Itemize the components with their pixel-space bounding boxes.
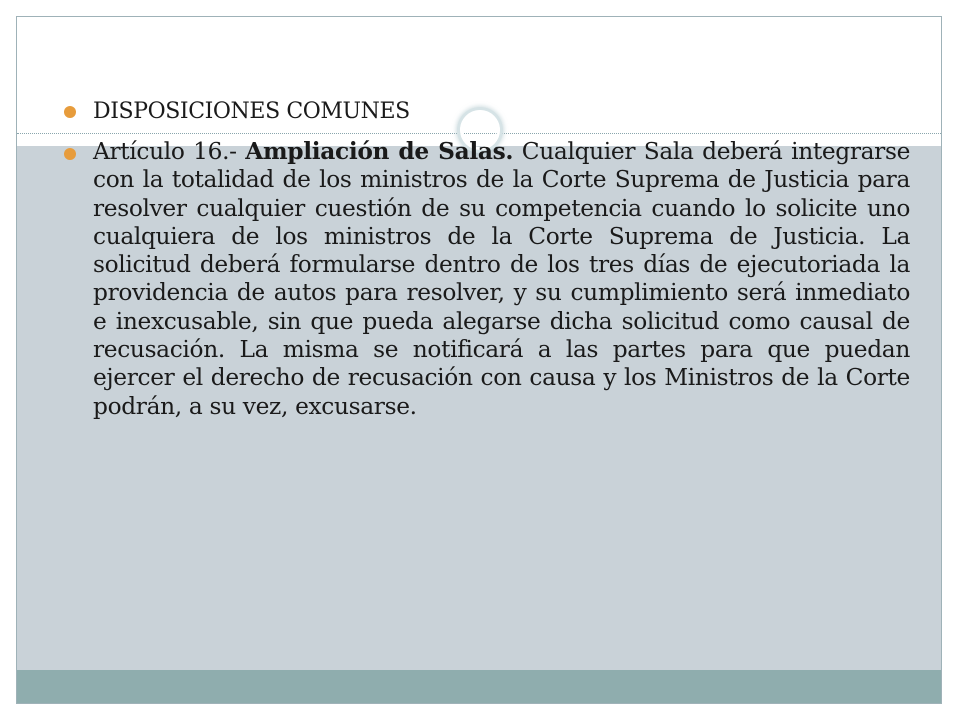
bullet-item-article xyxy=(60,138,910,421)
section-heading: DISPOSICIONES COMUNES xyxy=(93,99,410,124)
bullet-item-heading xyxy=(60,96,910,128)
article-body: Cualquier Sala deberá integrarse con la totalidad de los ministros de la Corte Suprema de Justicia para resolver cualquier cuestión de su competencia cuando lo solicite uno cualquiera de los ministros de la Corte Suprema de Justicia. La solicitud deberá formularse dentro de los tres días de ejecutoriada la providencia de autos para resolver, y su cumplimiento será inmediato e inexcusable, sin que pueda alegarse dicha solicitud como causal de recusación. La misma se notificará a las partes para que puedan ejercer el derecho de recusación con causa y los Ministros de la Corte podrán, a su vez, excusarse. xyxy=(93,138,911,420)
bullet-dot-icon xyxy=(64,148,76,160)
bullet-dot-icon xyxy=(64,106,76,118)
slide-content xyxy=(60,96,910,421)
article-title: Ampliación de Salas. xyxy=(245,138,514,165)
article-prefix: Artículo 16.- xyxy=(93,138,246,165)
